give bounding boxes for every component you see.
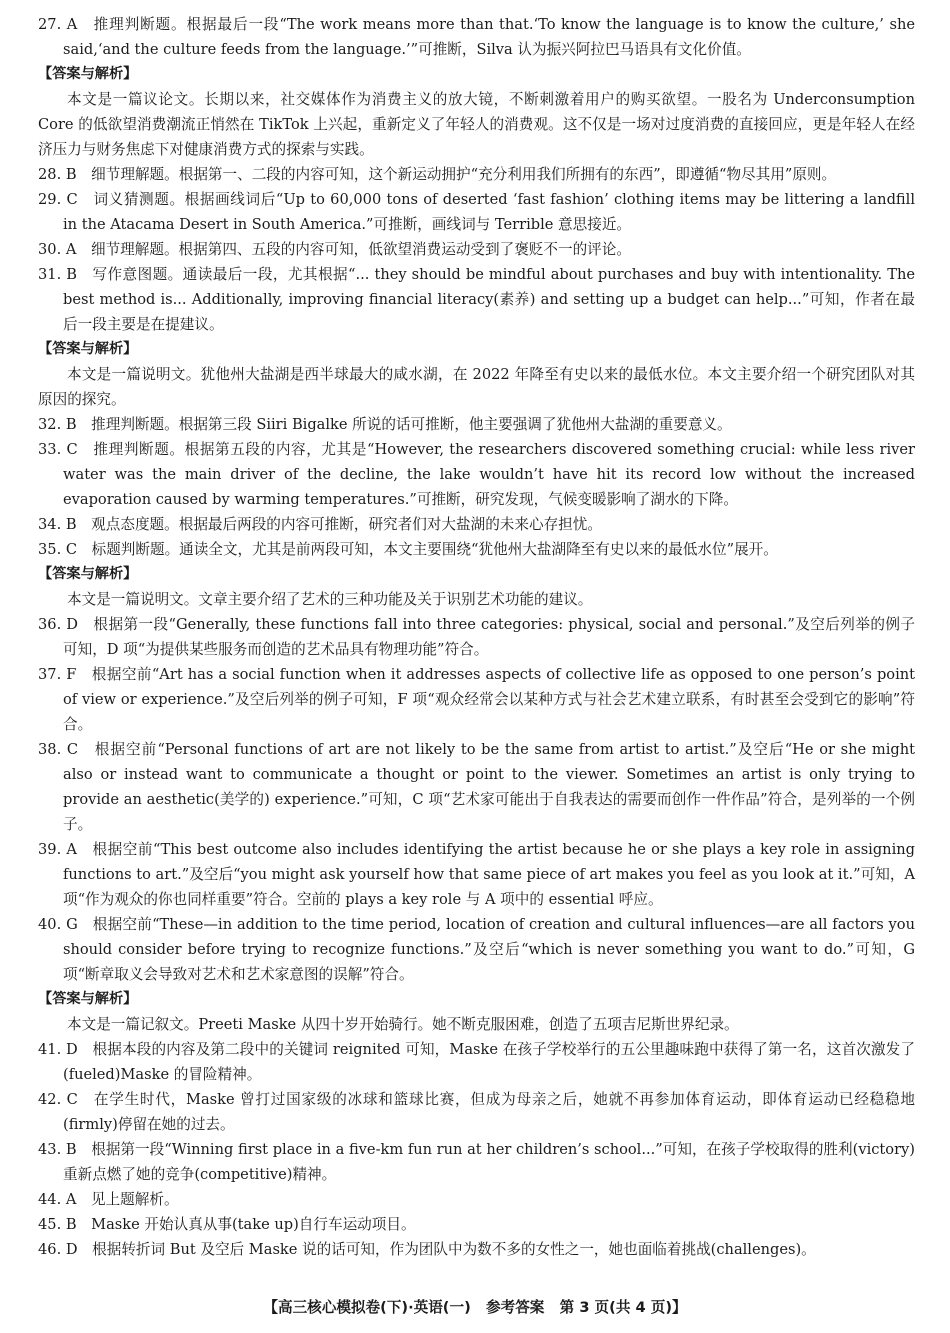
answer-item-31: 31. B 写作意图题。通读最后一段，尤其根据“... they should be mindful about purchases and buy with intentionality. The best method is... Additionally, improving financial literacy(素养) and setting up a budget can help...”可知，作者在最后一段主要是在提建议。: [38, 266, 915, 333]
answer-item-37: 37. F 根据空前“Art has a social function when it addresses aspects of collective life as opposed to one person’s point of view or experience.”及空后列举的例子可知，F 项“观众经常会以某种方式与社会艺术建立联系，有时甚至会受到它的影响”符合。: [38, 666, 915, 733]
footer-title: 【高三核心模拟卷(下)·英语(一): [263, 1299, 471, 1316]
answer-item-36: 36. D 根据第一段“Generally, these functions fall into three categories: physical, social and personal.”及空后列举的例子可知，D 项“为提供某些服务而创造的艺术品具有物理功能”符合。: [38, 616, 915, 658]
answer-item-39: 39. A 根据空前“This best outcome also includes identifying the artist because he or she plays a key role in assigning functions to art.”及空后“you might ask yourself how that same piece of art makes you feel as you look at it.”可知，A 项“作为观众的你也同样重要”符合。空前的 plays a key role 与 A 项中的 essential 呼应。: [38, 841, 915, 908]
answer-item-29: 29. C 词义猜测题。根据画线词后“Up to 60,000 tons of deserted ‘fast fashion’ clothing items may be littering a landfill in the Atacama Desert in South America.”可推断，画线词与 Terrible 意思接近。: [38, 191, 915, 233]
answer-item-41: 41. D 根据本段的内容及第二段中的关键词 reignited 可知，Maske 在孩子学校举行的五公里趣味跑中获得了第一名，这首次激发了(fueled)Maske 的冒险精神。: [38, 1041, 915, 1083]
section-heading: 【答案与解析】: [38, 341, 138, 357]
answer-content: [38, 12, 915, 1262]
answer-item-33: 33. C 推理判断题。根据第五段的内容，尤其是“However, the researchers discovered something crucial: while less river water was the main driver of the decline, the lake wouldn’t have hit its record low without the increased evaporation caused by warming temperatures.”可推断，研究发现，气候变暖影响了湖水的下降。: [38, 441, 915, 508]
section-heading: 【答案与解析】: [38, 991, 138, 1007]
page-footer: [0, 1298, 950, 1318]
passage-summary-d: 本文是一篇说明文。犹他州大盐湖是西半球最大的咸水湖，在 2022 年降至有史以来的最低水位。本文主要介绍一个研究团队对其原因的探究。: [38, 366, 915, 408]
answer-item-34: 34. B 观点态度题。根据最后两段的内容可推断，研究者们对大盐湖的未来心存担忧。: [38, 516, 602, 533]
footer-page-number: 第 3 页(共 4 页)】: [559, 1299, 687, 1316]
answer-item-44: 44. A 见上题解析。: [38, 1191, 179, 1208]
answer-item-40: 40. G 根据空前“These—in addition to the time period, location of creation and cultural influences—are all factors you should consider before trying to recognize functions.”及空后“which is never something you want to do.”可知，G 项“断章取义会导致对艺术和艺术家意图的误解”符合。: [38, 916, 915, 983]
section-heading: 【答案与解析】: [38, 66, 138, 82]
answer-item-42: 42. C 在学生时代，Maske 曾打过国家级的冰球和篮球比赛，但成为母亲之后，她就不再参加体育运动，即体育运动已经稳稳地(firmly)停留在她的过去。: [38, 1091, 915, 1133]
answer-item-46: 46. D 根据转折词 But 及空后 Maske 说的话可知，作为团队中为数不多的女性之一，她也面临着挑战(challenges)。: [38, 1241, 816, 1258]
passage-summary-cloze: 本文是一篇记叙文。Preeti Maske 从四十岁开始骑行。她不断克服困难，创造了五项吉尼斯世界纪录。: [67, 1016, 739, 1033]
answer-item-45: 45. B Maske 开始认真从事(take up)自行车运动项目。: [38, 1216, 416, 1233]
section-heading: 【答案与解析】: [38, 566, 138, 582]
passage-summary-7-choose-5: 本文是一篇说明文。文章主要介绍了艺术的三种功能及关于识别艺术功能的建议。: [67, 591, 593, 608]
answer-item-35: 35. C 标题判断题。通读全文，尤其是前两段可知，本文主要围绕“犹他州大盐湖降至有史以来的最低水位”展开。: [38, 541, 778, 558]
answer-item-32: 32. B 推理判断题。根据第三段 Siiri Bigalke 所说的话可推断，他主要强调了犹他州大盐湖的重要意义。: [38, 416, 732, 433]
answer-item-28: 28. B 细节理解题。根据第一、二段的内容可知，这个新运动拥护“充分利用我们所拥有的东西”，即遵循“物尽其用”原则。: [38, 166, 837, 183]
answer-item-38: 38. C 根据空前“Personal functions of art are not likely to be the same from artist to artist.”及空后“He or she might also or instead want to communicate a thought or point to the viewer. Sometimes an artist is only trying to provide an aesthetic(美学的) experience.”可知，C 项“艺术家可能出于自我表达的需要而创作一件作品”符合，是列举的一个例子。: [38, 741, 915, 833]
answer-item-30: 30. A 细节理解题。根据第四、五段的内容可知，低欲望消费运动受到了褒贬不一的评论。: [38, 241, 631, 258]
answer-item-27: 27. A 推理判断题。根据最后一段“The work means more than that.‘To know the language is to know the culture,’ she said,‘and the culture feeds from the language.’”可推断，Silva 认为振兴阿拉巴马语具有文化价值。: [38, 16, 915, 58]
footer-answer-label: 参考答案: [486, 1299, 545, 1316]
passage-summary-c: 本文是一篇议论文。长期以来，社交媒体作为消费主义的放大镜，不断刺激着用户的购买欲望。一股名为 Underconsumption Core 的低欲望消费潮流正悄然在 TikTok 上兴起，重新定义了年轻人的消费观。这不仅是一场对过度消费的直接回应，更是年轻人在经济压力与财务焦虑下对健康消费方式的探索与实践。: [38, 91, 915, 158]
answer-item-43: 43. B 根据第一段“Winning first place in a five-km fun run at her children’s school...”可知，在孩子学校取得的胜利(victory)重新点燃了她的竞争(competitive)精神。: [38, 1141, 915, 1183]
